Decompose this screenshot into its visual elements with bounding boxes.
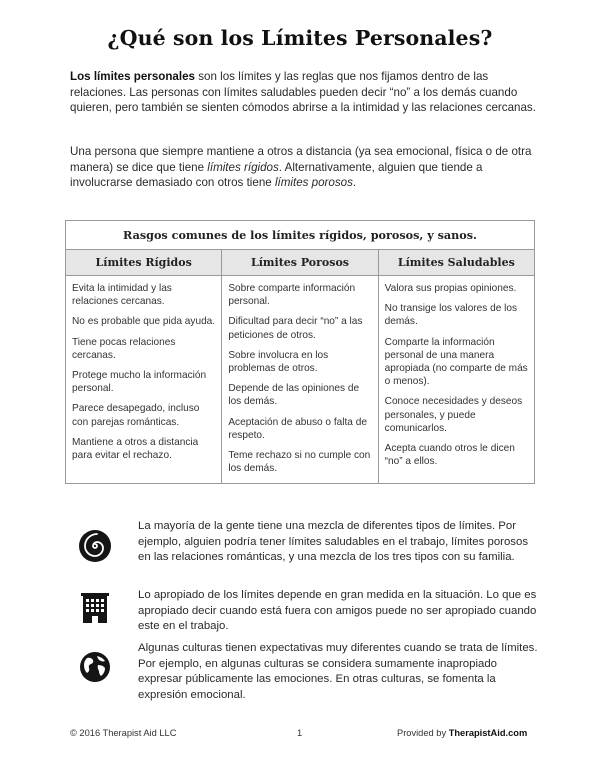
term-rigid: límites rígidos [207,160,279,174]
header-healthy: Límites Saludables [378,250,534,275]
list-item: Sobre involucra en los problemas de otros. [228,349,329,375]
traits-table [65,220,535,484]
intro-p2-text-b: . Alternativamente, alguien que tiende a involucrarse demasiado con otros tiene [70,160,483,190]
header-porous: Límites Porosos [221,250,377,275]
intro-p2-text-c: . [352,176,357,190]
table-body [66,276,534,483]
column-rigid [66,276,221,483]
note-mixed-boundaries: La mayoría de la gente tiene una mezcla de diferentes tipos de límites. Por ejemplo, alguien podría tener límites saludables en el trabajo, límites porosos en las relaciones románticas, y una mezcla de los tres tipos con su familia. [138,520,529,564]
provided-by-prefix: Provided by [397,728,449,738]
list-item: Aceptación de abuso o falta de respeto. [228,416,367,441]
office-building-icon [78,591,112,625]
list-item: Tiene pocas relaciones cercanas. [72,336,176,361]
list-item: Valora sus propias opiniones. [384,283,517,294]
brand-link[interactable]: TherapistAid.com [448,728,528,738]
list-item: Sobre comparte información personal. [228,283,356,308]
intro-paragraph-2 [70,144,540,191]
list-item: Teme rechazo si no cumple con los demás. [228,450,371,475]
list-item: Conoce necesidades y deseos personales, y puede comunicarlos. [384,396,523,434]
list-item: No es probable que pida ayuda. [72,316,216,328]
intro-paragraph-1 [70,69,540,116]
note-situational-boundaries: Lo apropiado de los límites depende en gran medida en la situación. Lo que es apropiado decir cuando está fuera con amigos puede no ser apropiado cuando este en el trabajo. [138,589,537,633]
footer-page-number: 1 [297,728,303,738]
intro-p1-text: son los límites y las reglas que nos fijamos dentro de las relaciones. Las personas con límites saludables pueden decir “no” a los demás cuando quieren, pero también se sienten cómodos abrirse a la intimidad y las relaciones cercanas. [70,70,536,115]
list-item: No transige los valores de los demás. [384,303,518,328]
list-item: Dificultad para decir “no” a las peticiones de otros. [228,316,363,341]
footer-copyright: © 2016 Therapist Aid LLC [70,728,177,738]
column-healthy [378,276,534,483]
table-header-row [66,250,534,276]
globe-icon [78,650,112,684]
list-item: Acepta cuando otros le dicen “no” a ellos. [384,443,515,468]
column-porous [221,276,377,483]
table-title: Rasgos comunes de los límites rígidos, porosos, y sanos. [66,221,534,250]
footer-provided-by [397,728,527,738]
list-item: Parece desapegado, incluso con parejas románticas. [72,403,200,428]
note-cultural-boundaries: Algunas culturas tienen expectativas muy diferentes cuando se trata de límites. Por ejemplo, en algunas culturas se considera sumamente inapropiado expresar públicamente las emociones. En otras culturas, se fomenta la expresión emocional. [138,642,538,701]
header-rigid: Límites Rígidos [95,256,192,269]
list-item: Protege mucho la información personal. [72,370,207,395]
intro-p2-text-a: Una persona que siempre mantiene a otros a distancia (ya sea emocional, física o de otra manera) se dice que tiene [70,145,532,174]
intro-bold-term: Los límites personales [70,70,196,83]
list-item: Comparte la información personal de una manera apropiada (no comparte de más o menos). [384,336,528,388]
list-item: Evita la intimidad y las relaciones cercanas. [72,283,172,308]
page-title: ¿Qué son los Límites Personales? [107,26,493,50]
list-item: Mantiene a otros a distancia para evitar el rechazo. [72,436,199,462]
spiral-icon [78,529,112,563]
term-porous: límites porosos [274,176,353,190]
list-item: Depende de las opiniones de los demás. [228,383,360,408]
